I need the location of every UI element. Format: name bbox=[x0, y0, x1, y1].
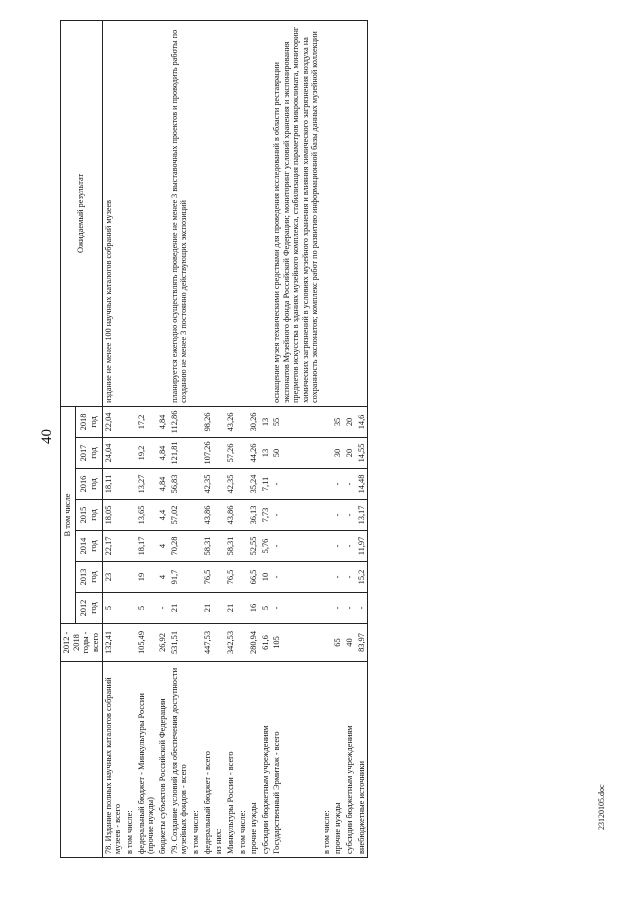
row-result-cell: оснащение музея техническими средствами для проведения исследований в области реставрации экспонатов Музейного фонда Российской Федерации; мониторинг условий хранения и экспонирования предметов искусства в зданиях музейного комплекса, стабилизация параметров микроклимата, мониторинг химических загрязнений в условиях музейного хранения и влияния химического загрязнения воздуха на сохранность экспонатов; комплекс работ по развитию информационной базы данных музейной коллекции bbox=[271, 20, 320, 406]
row-year-cell: 5,76 bbox=[260, 531, 272, 562]
row-year-cell bbox=[213, 562, 225, 593]
row-year-cell bbox=[124, 469, 136, 500]
header-year: 2018 год bbox=[76, 406, 103, 437]
row-year-cell: 7,73 bbox=[260, 500, 272, 531]
row-year-cell: 44,26 bbox=[248, 438, 260, 469]
row-year-cell: 19,2 bbox=[136, 438, 157, 469]
row-total-cell: 105 bbox=[271, 624, 320, 662]
row-year-cell: 42,35 bbox=[202, 469, 214, 500]
header-empty-cell bbox=[61, 662, 103, 858]
row-name-cell: прочие нужды bbox=[248, 662, 260, 858]
row-year-cell: 43,86 bbox=[225, 500, 237, 531]
row-year-cell: - bbox=[271, 593, 320, 624]
row-year-cell bbox=[213, 469, 225, 500]
row-year-cell: - bbox=[332, 531, 344, 562]
row-year-cell: 10 bbox=[260, 562, 272, 593]
row-year-cell: 5 bbox=[260, 593, 272, 624]
table-row bbox=[344, 20, 356, 857]
row-year-cell bbox=[237, 562, 249, 593]
row-year-cell bbox=[190, 469, 202, 500]
row-year-cell: 57,02 bbox=[169, 500, 190, 531]
row-year-cell: 70,28 bbox=[169, 531, 190, 562]
row-year-cell: 4 bbox=[157, 562, 169, 593]
row-year-cell: 17,2 bbox=[136, 406, 157, 437]
row-name-cell: в том числе: bbox=[124, 662, 136, 858]
row-year-cell: 4,84 bbox=[157, 469, 169, 500]
row-year-cell bbox=[321, 438, 333, 469]
header-row-top bbox=[61, 20, 76, 857]
row-year-cell: 52,55 bbox=[248, 531, 260, 562]
table-row bbox=[169, 20, 190, 857]
row-total-cell bbox=[213, 624, 225, 662]
row-result-cell: планируется ежегодно осуществлять проведение не менее 3 выставочных проектов и проводить работы по созданию не менее 3 постоянно действующих экспозиций bbox=[169, 20, 190, 406]
row-year-cell: 42,35 bbox=[225, 469, 237, 500]
row-name-cell: в том числе: bbox=[190, 662, 202, 858]
row-year-cell: 14,55 bbox=[356, 438, 368, 469]
row-year-cell: 13 bbox=[260, 406, 272, 437]
row-year-cell: 43,26 bbox=[225, 406, 237, 437]
row-year-cell: 18,11 bbox=[102, 469, 124, 500]
row-total-cell bbox=[237, 624, 249, 662]
row-year-cell: 57,26 bbox=[225, 438, 237, 469]
row-year-cell: - bbox=[271, 531, 320, 562]
row-result-cell bbox=[202, 20, 214, 406]
header-total: 2012 - 2018 годы - всего bbox=[61, 624, 103, 662]
row-year-cell bbox=[190, 593, 202, 624]
row-name-cell: Минкультуры России - всего bbox=[225, 662, 237, 858]
row-year-cell: 91,7 bbox=[169, 562, 190, 593]
table-row bbox=[321, 20, 333, 857]
row-year-cell bbox=[237, 531, 249, 562]
row-name-cell: федеральный бюджет - всего bbox=[202, 662, 214, 858]
row-year-cell: - bbox=[271, 500, 320, 531]
row-year-cell: 7,11 bbox=[260, 469, 272, 500]
row-year-cell bbox=[213, 500, 225, 531]
row-year-cell: 4,84 bbox=[157, 438, 169, 469]
row-name-cell: 78. Издание полных научных каталогов собраний музеев - всего bbox=[102, 662, 124, 858]
row-year-cell bbox=[321, 562, 333, 593]
row-year-cell bbox=[321, 469, 333, 500]
row-year-cell: 56,83 bbox=[169, 469, 190, 500]
row-total-cell: 447,53 bbox=[202, 624, 214, 662]
row-result-cell bbox=[124, 20, 136, 406]
header-group: В том числе bbox=[61, 406, 76, 623]
row-total-cell: 280,94 bbox=[248, 624, 260, 662]
table-row bbox=[271, 20, 320, 857]
row-total-cell bbox=[124, 624, 136, 662]
row-name-cell: Государственный Эрмитаж - всего bbox=[271, 662, 320, 858]
row-year-cell bbox=[190, 562, 202, 593]
row-year-cell: - bbox=[271, 562, 320, 593]
row-year-cell: 35 bbox=[332, 406, 344, 437]
row-year-cell bbox=[190, 438, 202, 469]
row-year-cell: 121,81 bbox=[169, 438, 190, 469]
row-result-cell bbox=[260, 20, 272, 406]
row-year-cell: - bbox=[344, 562, 356, 593]
row-year-cell bbox=[321, 406, 333, 437]
row-year-cell bbox=[321, 531, 333, 562]
footer-filename: 23120105.doc bbox=[597, 784, 606, 830]
table-row bbox=[260, 20, 272, 857]
row-year-cell: 4 bbox=[157, 531, 169, 562]
row-year-cell: 15,2 bbox=[356, 562, 368, 593]
table-row bbox=[332, 20, 344, 857]
row-year-cell: 4,4 bbox=[157, 500, 169, 531]
row-name-cell: бюджеты субъектов Российской Федерации bbox=[157, 662, 169, 858]
row-year-cell bbox=[190, 531, 202, 562]
row-year-cell: 11,97 bbox=[356, 531, 368, 562]
row-year-cell: 18,05 bbox=[102, 500, 124, 531]
row-year-cell bbox=[321, 593, 333, 624]
header-year: 2016 год bbox=[76, 469, 103, 500]
row-year-cell: - bbox=[157, 593, 169, 624]
table-row bbox=[102, 20, 124, 857]
row-result-cell bbox=[225, 20, 237, 406]
row-year-cell bbox=[124, 500, 136, 531]
row-year-cell: 14,6 bbox=[356, 406, 368, 437]
row-year-cell: - bbox=[344, 531, 356, 562]
row-year-cell: 112,86 bbox=[169, 406, 190, 437]
row-result-cell bbox=[332, 20, 344, 406]
table-row bbox=[248, 20, 260, 857]
row-year-cell: 35,24 bbox=[248, 469, 260, 500]
row-total-cell bbox=[190, 624, 202, 662]
row-year-cell bbox=[213, 438, 225, 469]
row-year-cell bbox=[237, 500, 249, 531]
row-year-cell: 18,17 bbox=[136, 531, 157, 562]
row-year-cell: 58,31 bbox=[202, 531, 214, 562]
row-year-cell: 21 bbox=[225, 593, 237, 624]
row-name-cell: федеральный бюджет - Минкультуры России (прочие нужды) bbox=[136, 662, 157, 858]
row-total-cell: 342,53 bbox=[225, 624, 237, 662]
row-total-cell: 40 bbox=[344, 624, 356, 662]
table-row bbox=[213, 20, 225, 857]
row-year-cell: - bbox=[271, 469, 320, 500]
row-result-cell bbox=[344, 20, 356, 406]
row-year-cell: 22,04 bbox=[102, 406, 124, 437]
row-year-cell bbox=[321, 500, 333, 531]
row-name-cell: в том числе: bbox=[321, 662, 333, 858]
row-year-cell: 24,04 bbox=[102, 438, 124, 469]
row-year-cell: - bbox=[344, 593, 356, 624]
row-total-cell bbox=[321, 624, 333, 662]
row-year-cell bbox=[190, 406, 202, 437]
row-year-cell: - bbox=[332, 500, 344, 531]
row-year-cell: - bbox=[356, 593, 368, 624]
row-year-cell: 13,17 bbox=[356, 500, 368, 531]
row-year-cell: 76,5 bbox=[202, 562, 214, 593]
row-result-cell: издание не менее 100 научных каталогов собраний музеев bbox=[102, 20, 124, 406]
row-year-cell: 16 bbox=[248, 593, 260, 624]
row-name-cell: 79. Создание условий для обеспечения доступности музейных фондов - всего bbox=[169, 662, 190, 858]
row-year-cell: - bbox=[332, 469, 344, 500]
row-year-cell: 20 bbox=[344, 406, 356, 437]
row-total-cell: 105,49 bbox=[136, 624, 157, 662]
row-year-cell: 50 bbox=[271, 438, 320, 469]
row-year-cell: 20 bbox=[344, 438, 356, 469]
row-year-cell: 107,26 bbox=[202, 438, 214, 469]
row-year-cell: 4,84 bbox=[157, 406, 169, 437]
row-name-cell: в том числе: bbox=[237, 662, 249, 858]
row-year-cell: 58,31 bbox=[225, 531, 237, 562]
row-name-cell: субсидии бюджетным учреждениям bbox=[260, 662, 272, 858]
table-row bbox=[225, 20, 237, 857]
row-year-cell: 36,13 bbox=[248, 500, 260, 531]
table-row bbox=[136, 20, 157, 857]
row-year-cell bbox=[124, 406, 136, 437]
row-total-cell: 65 bbox=[332, 624, 344, 662]
row-year-cell bbox=[124, 438, 136, 469]
row-total-cell: 26,92 bbox=[157, 624, 169, 662]
row-year-cell: 30,26 bbox=[248, 406, 260, 437]
row-result-cell bbox=[190, 20, 202, 406]
row-year-cell: 13,65 bbox=[136, 500, 157, 531]
row-year-cell bbox=[190, 500, 202, 531]
table-row bbox=[237, 20, 249, 857]
header-result: Ожидаемый результат bbox=[61, 20, 103, 406]
row-result-cell bbox=[248, 20, 260, 406]
header-year: 2017 год bbox=[76, 438, 103, 469]
row-year-cell: 98,26 bbox=[202, 406, 214, 437]
row-year-cell: 43,86 bbox=[202, 500, 214, 531]
table-row bbox=[157, 20, 169, 857]
row-name-cell: субсидии бюджетным учреждениям bbox=[344, 662, 356, 858]
row-year-cell bbox=[237, 593, 249, 624]
row-year-cell bbox=[213, 406, 225, 437]
row-total-cell: 132,41 bbox=[102, 624, 124, 662]
row-year-cell: 23 bbox=[102, 562, 124, 593]
row-result-cell bbox=[136, 20, 157, 406]
row-year-cell bbox=[124, 593, 136, 624]
row-year-cell bbox=[124, 531, 136, 562]
row-year-cell: 76,5 bbox=[225, 562, 237, 593]
rotated-table-sheet bbox=[60, 20, 540, 858]
table-body bbox=[102, 20, 368, 857]
header-year: 2013 год bbox=[76, 562, 103, 593]
row-year-cell bbox=[237, 406, 249, 437]
row-year-cell: 13 bbox=[260, 438, 272, 469]
row-year-cell: - bbox=[344, 500, 356, 531]
row-year-cell: 21 bbox=[202, 593, 214, 624]
row-year-cell: - bbox=[344, 469, 356, 500]
row-year-cell bbox=[213, 593, 225, 624]
row-year-cell bbox=[237, 469, 249, 500]
row-year-cell: - bbox=[332, 593, 344, 624]
row-year-cell bbox=[237, 438, 249, 469]
page-number: 40 bbox=[39, 429, 55, 444]
row-year-cell bbox=[124, 562, 136, 593]
row-total-cell: 61,6 bbox=[260, 624, 272, 662]
row-year-cell: 19 bbox=[136, 562, 157, 593]
table-row bbox=[124, 20, 136, 857]
row-year-cell: 14,48 bbox=[356, 469, 368, 500]
row-total-cell: 83,97 bbox=[356, 624, 368, 662]
row-year-cell: 21 bbox=[169, 593, 190, 624]
header-year: 2012 год bbox=[76, 593, 103, 624]
row-result-cell bbox=[356, 20, 368, 406]
row-name-cell: прочие нужды bbox=[332, 662, 344, 858]
row-year-cell: 5 bbox=[102, 593, 124, 624]
table-row bbox=[202, 20, 214, 857]
row-year-cell: 66,5 bbox=[248, 562, 260, 593]
row-year-cell bbox=[213, 531, 225, 562]
table-row bbox=[190, 20, 202, 857]
row-total-cell: 531,51 bbox=[169, 624, 190, 662]
row-result-cell bbox=[321, 20, 333, 406]
header-year: 2014 год bbox=[76, 531, 103, 562]
row-year-cell: 22,17 bbox=[102, 531, 124, 562]
row-year-cell: 55 bbox=[271, 406, 320, 437]
row-year-cell: 13,27 bbox=[136, 469, 157, 500]
row-result-cell bbox=[237, 20, 249, 406]
row-name-cell: из них: bbox=[213, 662, 225, 858]
row-year-cell: - bbox=[332, 562, 344, 593]
row-result-cell bbox=[213, 20, 225, 406]
header-year: 2015 год bbox=[76, 500, 103, 531]
row-year-cell: 30 bbox=[332, 438, 344, 469]
row-name-cell: внебюджетные источники bbox=[356, 662, 368, 858]
row-year-cell: 5 bbox=[136, 593, 157, 624]
budget-table bbox=[60, 20, 368, 858]
row-result-cell bbox=[157, 20, 169, 406]
table-row bbox=[356, 20, 368, 857]
